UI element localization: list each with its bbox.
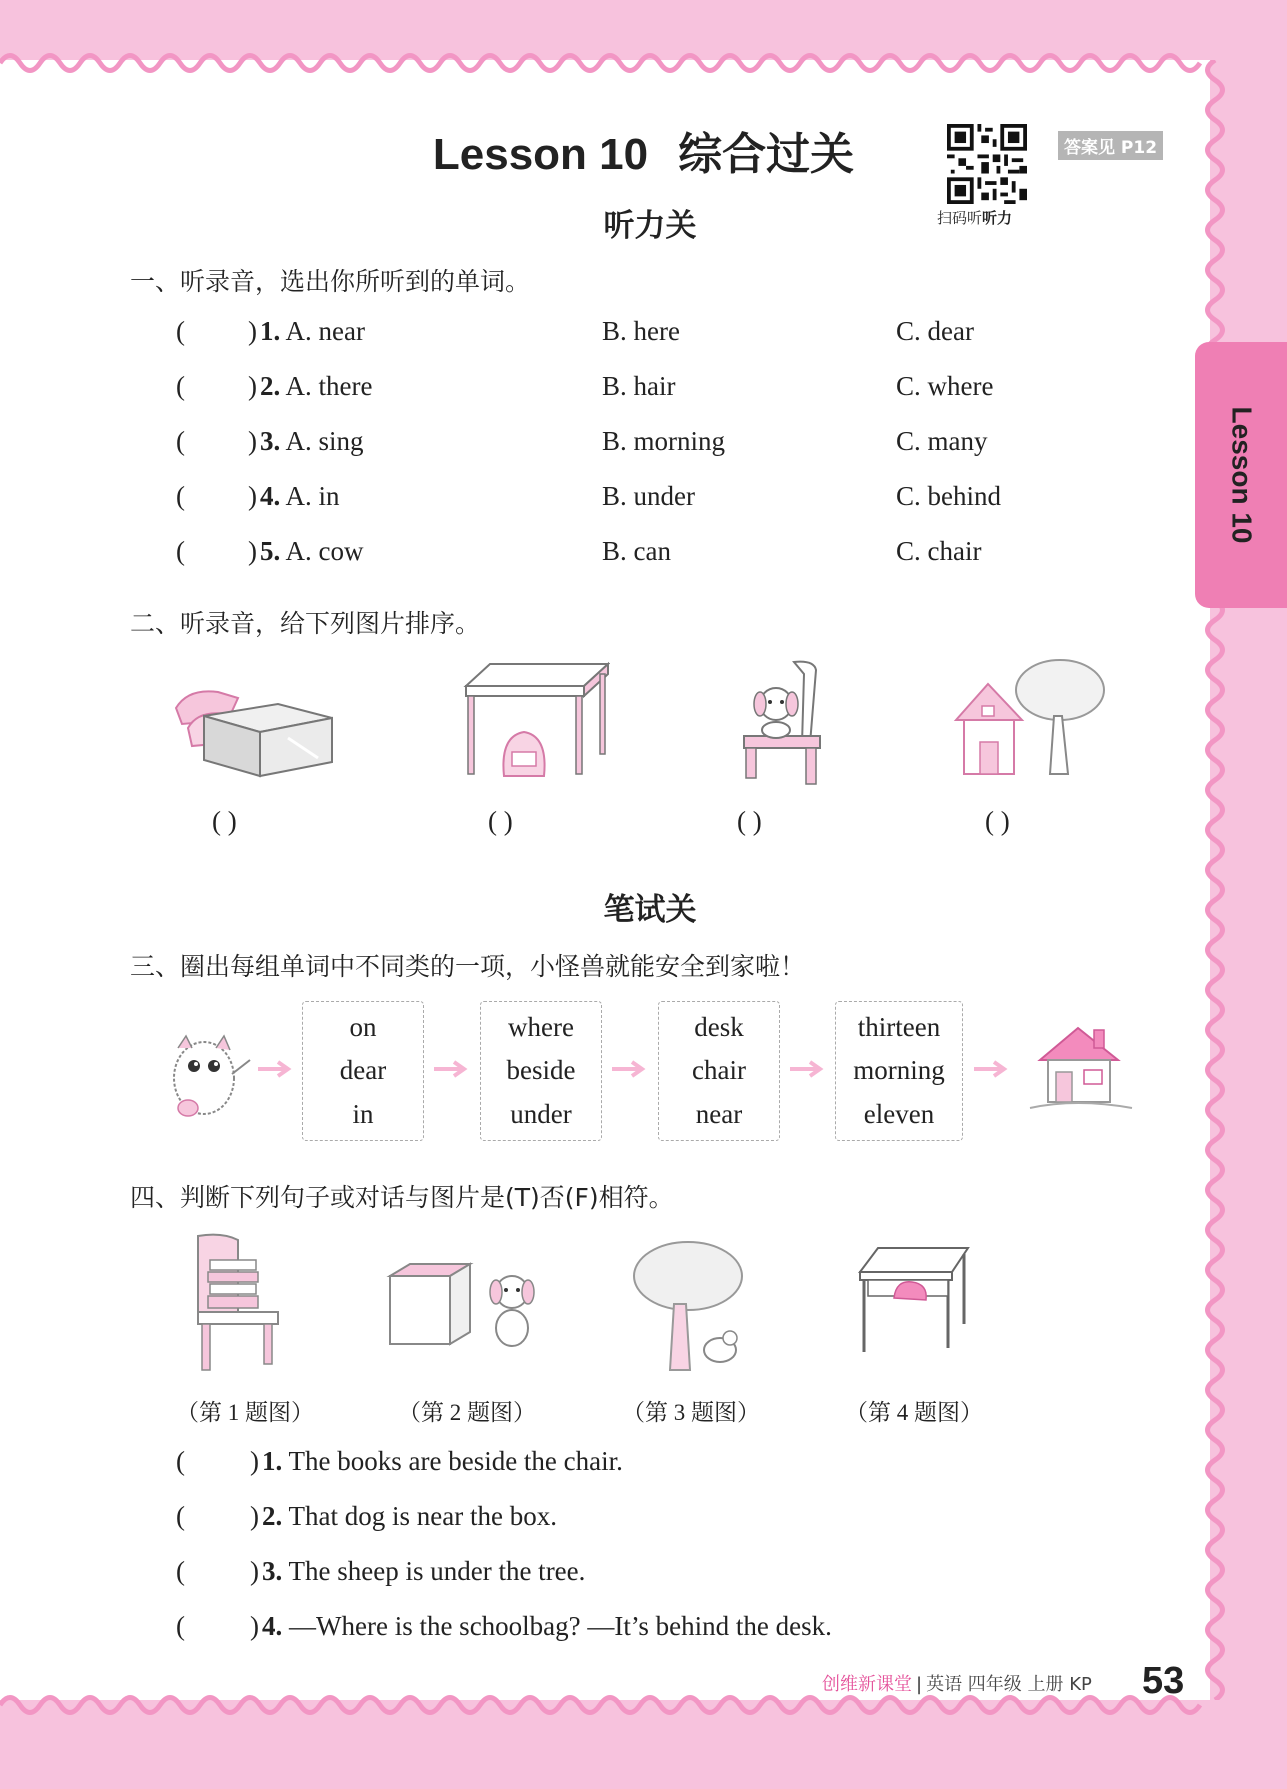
wavy-border-right <box>1200 60 1230 1700</box>
word[interactable]: eleven <box>863 1098 935 1129</box>
word-group-4 <box>835 1001 963 1141</box>
answer-blank-close: ) <box>248 316 257 346</box>
option-b: B. here <box>602 316 680 346</box>
desk-schoolbag-picture-icon <box>460 656 610 782</box>
question-3-heading: 三、圈出每组单词中不同类的一项，小怪兽就能安全到家啦！ <box>130 952 806 981</box>
option-b: B. hair <box>602 371 676 401</box>
tf-blank-close: ) <box>250 1556 259 1586</box>
option-c: C. chair <box>896 536 982 566</box>
arrow-icon-5 <box>972 1059 1012 1079</box>
option-a: A. near <box>285 316 365 346</box>
word-group-3 <box>658 1001 780 1141</box>
lesson-subtitle: 综合过关 <box>678 129 855 180</box>
word[interactable]: near <box>695 1098 743 1129</box>
footer-brand: 创维新课堂 <box>822 1674 912 1695</box>
q1-item-1 <box>176 316 1036 352</box>
footer-separator: | <box>916 1674 923 1695</box>
word[interactable]: thirteen <box>857 1012 941 1043</box>
shoes-box-picture-icon <box>168 668 338 780</box>
arrow-icon-4 <box>788 1059 828 1079</box>
home-icon <box>1026 1020 1136 1114</box>
question-4-heading: 四、判断下列句子或对话与图片是(T)否(F)相符。 <box>130 1183 674 1212</box>
caption-4: （第 4 题图） <box>845 1400 983 1425</box>
answer-badge: 答案见 P12 <box>1058 131 1163 160</box>
item-number: 3. <box>260 426 281 456</box>
item-number: 1. <box>260 316 281 346</box>
desk-bag-picture-icon <box>856 1244 970 1354</box>
section-writing-title: 笔试关 <box>603 892 697 928</box>
footer-subject: 英语 四年级 上册 KP <box>926 1674 1092 1695</box>
answer-blank[interactable]: ( <box>176 426 185 456</box>
lesson-title: Lesson 10 <box>432 130 649 179</box>
q2-blank-1[interactable]: ( ) <box>212 806 237 836</box>
tf-blank[interactable]: ( <box>176 1611 185 1641</box>
item-number: 2. <box>260 371 281 401</box>
tree-sheep-picture-icon <box>630 1238 746 1372</box>
side-tab-label: Lesson 10 <box>1226 406 1258 544</box>
item-number: 3. <box>262 1556 283 1586</box>
tf-blank-close: ) <box>250 1611 259 1641</box>
box-dog-picture-icon <box>386 1262 546 1366</box>
caption-1: （第 1 题图） <box>176 1400 314 1425</box>
option-a: A. there <box>285 371 373 401</box>
question-2-heading: 二、听录音，给下列图片排序。 <box>130 609 481 638</box>
word[interactable]: beside <box>506 1055 576 1086</box>
qr-label-prefix: 扫码听 <box>937 209 983 227</box>
option-b: B. morning <box>602 426 726 456</box>
item-number: 5. <box>260 536 281 566</box>
arrow-icon-1 <box>256 1059 296 1079</box>
q2-blank-3[interactable]: ( ) <box>737 806 762 836</box>
side-tab-label-wrap <box>1195 342 1287 608</box>
section-listening-title: 听力关 <box>603 208 697 244</box>
caption-3: （第 3 题图） <box>622 1400 760 1425</box>
item-text: That dog is near the box. <box>288 1501 557 1531</box>
answer-blank[interactable]: ( <box>176 536 185 566</box>
word[interactable]: under <box>510 1098 572 1129</box>
little-monster-icon <box>168 1028 254 1120</box>
answer-blank[interactable]: ( <box>176 316 185 346</box>
word[interactable]: chair <box>692 1055 746 1086</box>
page-number: 53 <box>1142 1660 1185 1702</box>
word[interactable]: desk <box>694 1012 744 1043</box>
tf-blank-close: ) <box>250 1446 259 1476</box>
dog-chair-picture-icon <box>734 660 834 786</box>
word[interactable]: in <box>352 1098 374 1129</box>
word[interactable]: where <box>508 1012 574 1043</box>
answer-blank-close: ) <box>248 481 257 511</box>
item-text: —Where is the schoolbag? —It’s behind the desk. <box>289 1611 832 1641</box>
arrow-icon-2 <box>432 1059 472 1079</box>
answer-blank[interactable]: ( <box>176 371 185 401</box>
word-group-2 <box>480 1001 602 1141</box>
qr-label-bold: 听力 <box>982 209 1013 227</box>
option-c: C. dear <box>896 316 974 346</box>
item-number: 4. <box>260 481 281 511</box>
answer-blank-close: ) <box>248 371 257 401</box>
qr-code-icon[interactable] <box>947 124 1027 204</box>
q1-item-2 <box>176 371 1036 407</box>
option-b: B. can <box>602 536 671 566</box>
word[interactable]: on <box>349 1012 377 1043</box>
caption-2: （第 2 题图） <box>398 1400 536 1425</box>
answer-blank[interactable]: ( <box>176 481 185 511</box>
answer-blank-close: ) <box>248 426 257 456</box>
tf-blank[interactable]: ( <box>176 1556 185 1586</box>
q2-blank-4[interactable]: ( ) <box>985 806 1010 836</box>
answer-blank-close: ) <box>248 536 257 566</box>
option-c: C. behind <box>896 481 1001 511</box>
q1-item-5 <box>176 536 1036 572</box>
arrow-icon-3 <box>610 1059 650 1079</box>
tf-blank[interactable]: ( <box>176 1501 185 1531</box>
item-text: The sheep is under the tree. <box>288 1556 586 1586</box>
option-a: A. cow <box>285 536 364 566</box>
house-tree-picture-icon <box>950 656 1110 780</box>
q1-item-3 <box>176 426 1036 462</box>
option-a: A. in <box>285 481 340 511</box>
books-chair-picture-icon <box>192 1232 284 1372</box>
item-number: 4. <box>262 1611 283 1641</box>
footer <box>822 1670 1092 1696</box>
q1-item-4 <box>176 481 1036 517</box>
wavy-border-top <box>0 48 1210 78</box>
option-a: A. sing <box>285 426 364 456</box>
item-number: 1. <box>262 1446 283 1476</box>
item-text: The books are beside the chair. <box>288 1446 623 1476</box>
option-b: B. under <box>602 481 695 511</box>
option-c: C. many <box>896 426 988 456</box>
item-number: 2. <box>262 1501 283 1531</box>
word[interactable]: morning <box>853 1055 945 1086</box>
tf-blank-close: ) <box>250 1501 259 1531</box>
option-c: C. where <box>896 371 994 401</box>
tf-blank[interactable]: ( <box>176 1446 185 1476</box>
question-1-heading: 一、听录音，选出你所听到的单词。 <box>130 267 531 296</box>
q2-blank-2[interactable]: ( ) <box>488 806 513 836</box>
word[interactable]: dear <box>339 1055 387 1086</box>
word-group-1 <box>302 1001 424 1141</box>
